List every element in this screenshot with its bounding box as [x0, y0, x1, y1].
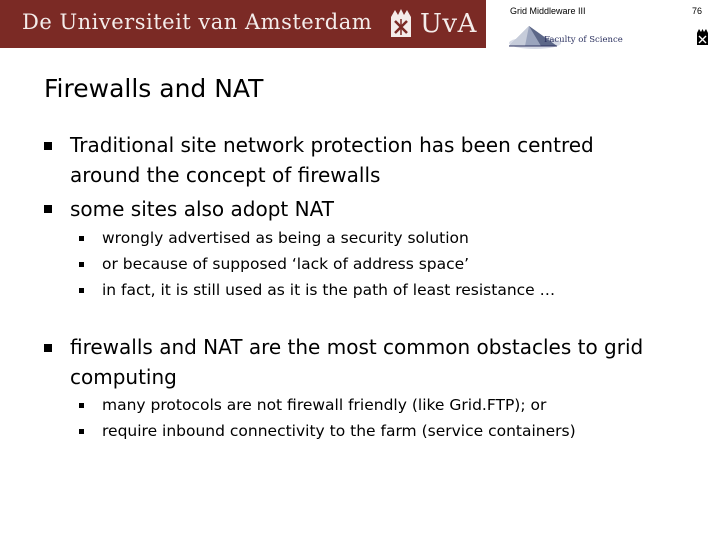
- university-short-name: UvA: [420, 9, 477, 39]
- bullet-marker: [44, 142, 52, 150]
- sub-bullet-marker: [79, 429, 84, 434]
- university-wordmark: De Universiteit van Amsterdam: [22, 10, 373, 34]
- bullet-marker: [44, 205, 52, 213]
- sub-bullet-marker: [79, 288, 84, 293]
- university-banner: [0, 0, 486, 48]
- bullet-text: Traditional site network protection has been centred around the concept of firewalls: [70, 133, 594, 187]
- document-label: Grid Middleware III: [510, 6, 586, 16]
- uva-crest-icon: [388, 9, 414, 39]
- sub-bullet-text: or because of supposed ‘lack of address space’: [102, 255, 470, 273]
- page-number: 76: [692, 6, 703, 16]
- sub-bullet-marker: [79, 262, 84, 267]
- sub-bullet-text: wrongly advertised as being a security solution: [102, 229, 469, 247]
- bullet-text: some sites also adopt NAT: [70, 197, 334, 221]
- sub-bullet-marker: [79, 403, 84, 408]
- faculty-name: Faculty of Science: [544, 35, 623, 45]
- small-crest-icon: [696, 29, 709, 46]
- sub-bullet-text: in fact, it is still used as it is the path of least resistance …: [102, 281, 556, 299]
- sub-bullet-text: require inbound connectivity to the farm (service containers): [102, 422, 576, 440]
- sub-bullet-text: many protocols are not firewall friendly (like Grid.FTP); or: [102, 396, 547, 414]
- slide-title: Firewalls and NAT: [44, 74, 264, 103]
- sub-bullet-marker: [79, 236, 84, 241]
- bullet-marker: [44, 344, 52, 352]
- bullet-text: firewalls and NAT are the most common obstacles to grid computing: [70, 335, 644, 389]
